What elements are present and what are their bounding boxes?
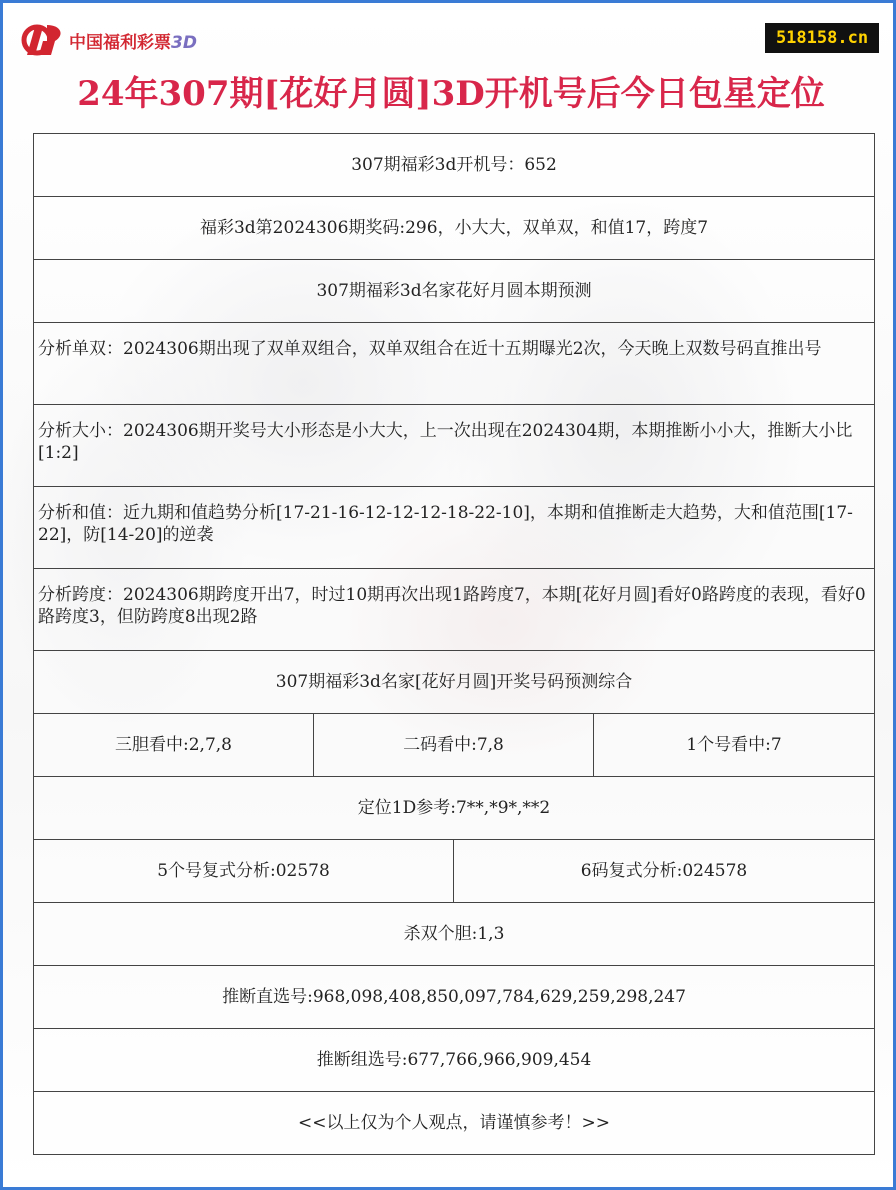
table-row bbox=[34, 1092, 875, 1155]
three-courage-cell: 三胆看中:2,7,8 bbox=[34, 714, 314, 777]
six-compound-cell: 6码复式分析:024578 bbox=[454, 840, 875, 903]
table-row bbox=[34, 1029, 875, 1092]
table-row bbox=[34, 903, 875, 966]
prediction-table bbox=[33, 133, 875, 1155]
top-bar bbox=[3, 3, 896, 67]
disclaimer-cell: <<以上仅为个人观点，请谨慎参考！>> bbox=[34, 1092, 875, 1155]
table-row bbox=[34, 260, 875, 323]
table-row bbox=[34, 966, 875, 1029]
open-number-cell: 307期福彩3d开机号：652 bbox=[34, 134, 875, 197]
forecast-title-cell: 307期福彩3d名家花好月圆本期预测 bbox=[34, 260, 875, 323]
five-compound-cell: 5个号复式分析:02578 bbox=[34, 840, 454, 903]
two-code-cell: 二码看中:7,8 bbox=[314, 714, 594, 777]
analysis-span-cell: 分析跨度：2024306期跨度开出7，时过10期再次出现1路跨度7，本期[花好月圆]看好0路跨度的表现，看好0路跨度3，但防跨度8出现2路 bbox=[34, 569, 875, 651]
table-row bbox=[34, 840, 875, 903]
logo-text: 中国福利彩票3D bbox=[69, 32, 197, 53]
table-row bbox=[34, 777, 875, 840]
lottery-logo-icon bbox=[21, 21, 67, 59]
table-row bbox=[34, 323, 875, 405]
direct-picks-cell: 推断直选号:968,098,408,850,097,784,629,259,298,247 bbox=[34, 966, 875, 1029]
group-picks-cell: 推断组选号:677,766,966,909,454 bbox=[34, 1029, 875, 1092]
analysis-odd-even-cell: 分析单双：2024306期出现了双单双组合，双单双组合在近十五期曝光2次，今天晚上双数号码直推出号 bbox=[34, 323, 875, 405]
last-draw-cell: 福彩3d第2024306期奖码:296，小大大，双单双，和值17，跨度7 bbox=[34, 197, 875, 260]
table-row bbox=[34, 651, 875, 714]
kill-double-cell: 杀双个胆:1,3 bbox=[34, 903, 875, 966]
table-row bbox=[34, 405, 875, 487]
table-row bbox=[34, 714, 875, 777]
page-title: 24年307期[花好月圆]3D开机号后今日包星定位 bbox=[77, 74, 825, 114]
summary-title-cell: 307期福彩3d名家[花好月圆]开奖号码预测综合 bbox=[34, 651, 875, 714]
site-badge[interactable]: 518158.cn bbox=[765, 23, 879, 53]
table-row bbox=[34, 197, 875, 260]
one-number-cell: 1个号看中:7 bbox=[594, 714, 875, 777]
table-row bbox=[34, 569, 875, 651]
analysis-size-cell: 分析大小：2024306期开奖号大小形态是小大大，上一次出现在2024304期，本期推断小小大，推断大小比[1:2] bbox=[34, 405, 875, 487]
table-row bbox=[34, 487, 875, 569]
table-row bbox=[34, 134, 875, 197]
analysis-sum-cell: 分析和值：近九期和值趋势分析[17-21-16-12-12-12-18-22-10]，本期和值推断走大趋势，大和值范围[17-22]，防[14-20]的逆袭 bbox=[34, 487, 875, 569]
welfare-lottery-logo bbox=[21, 21, 197, 59]
position-1d-cell: 定位1D参考:7**,*9*,**2 bbox=[34, 777, 875, 840]
